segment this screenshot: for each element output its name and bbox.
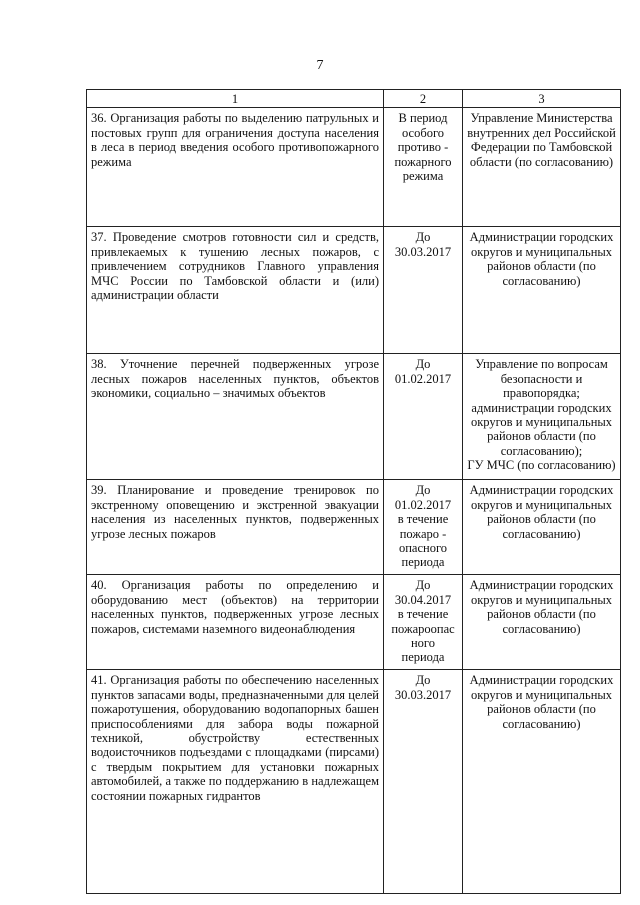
term-cell: В период особого противо - пожарного режима [384,108,463,227]
responsible-cell: Администрации городских округов и муниципальных районов области (по согласованию) [463,227,621,354]
table-row [87,480,621,575]
table-row [87,227,621,354]
page-number: 7 [316,58,324,73]
term-cell: До 30.03.2017 [384,227,463,354]
column-number-1: 1 [87,90,384,108]
task-cell: 41. Организация работы по обеспечению населенных пунктов запасами воды, предназначенными для целей пожаротушения, оборудованию водопапорных башен приспособлениями для забора воды пожарной техникой, обустройству естественных водоисточников подъездами с площадками (пирсами) с твердым покрытием для установки пожарных автомобилей, а также по поддержанию в надлежащем состоянии пожарных гидрантов [87,670,384,894]
table-header-row [87,90,621,108]
column-number-3: 3 [463,90,621,108]
responsible-cell: Администрации городских округов и муниципальных районов области (по согласованию) [463,575,621,670]
responsible-cell: Управление Министерства внутренних дел Российской Федерации по Тамбовской области (по согласованию) [463,108,621,227]
term-cell: До 01.02.2017 в течение пожаро - опасного периода [384,480,463,575]
task-cell: 40. Организация работы по определению и оборудованию мест (объектов) на территории населенных пунктов, подверженных угрозе лесных пожаров, системами наземного видеонаблюдения [87,575,384,670]
task-cell: 36. Организация работы по выделению патрульных и постовых групп для ограничения доступа населения в леса в период введения особого противопожарного режима [87,108,384,227]
table-row [87,108,621,227]
table-row [87,670,621,894]
task-cell: 37. Проведение смотров готовности сил и средств, привлекаемых к тушению лесных пожаров, с привлечением сотрудников Главного управления МЧС России по Тамбовской области и (или) администрации области [87,227,384,354]
responsible-cell: Администрации городских округов и муниципальных районов области (по согласованию) [463,670,621,894]
term-cell: До 30.03.2017 [384,670,463,894]
responsible-cell: Управление по вопросам безопасности и правопорядка; администрации городских округов и муниципальных районов области (по согласованию); ГУ МЧС (по согласованию) [463,354,621,480]
column-number-2: 2 [384,90,463,108]
table-row [87,575,621,670]
measures-table [86,89,621,894]
responsible-cell: Администрации городских округов и муниципальных районов области (по согласованию) [463,480,621,575]
task-cell: 38. Уточнение перечней подверженных угрозе лесных пожаров населенных пунктов, объектов экономики, социально – значимых объектов [87,354,384,480]
task-cell: 39. Планирование и проведение тренировок по экстренному оповещению и экстренной эвакуации населения из населенных пунктов, подверженных угрозе лесных пожаров [87,480,384,575]
table-row [87,354,621,480]
term-cell: До 01.02.2017 [384,354,463,480]
term-cell: До 30.04.2017 в течение пожароопас ного периода [384,575,463,670]
